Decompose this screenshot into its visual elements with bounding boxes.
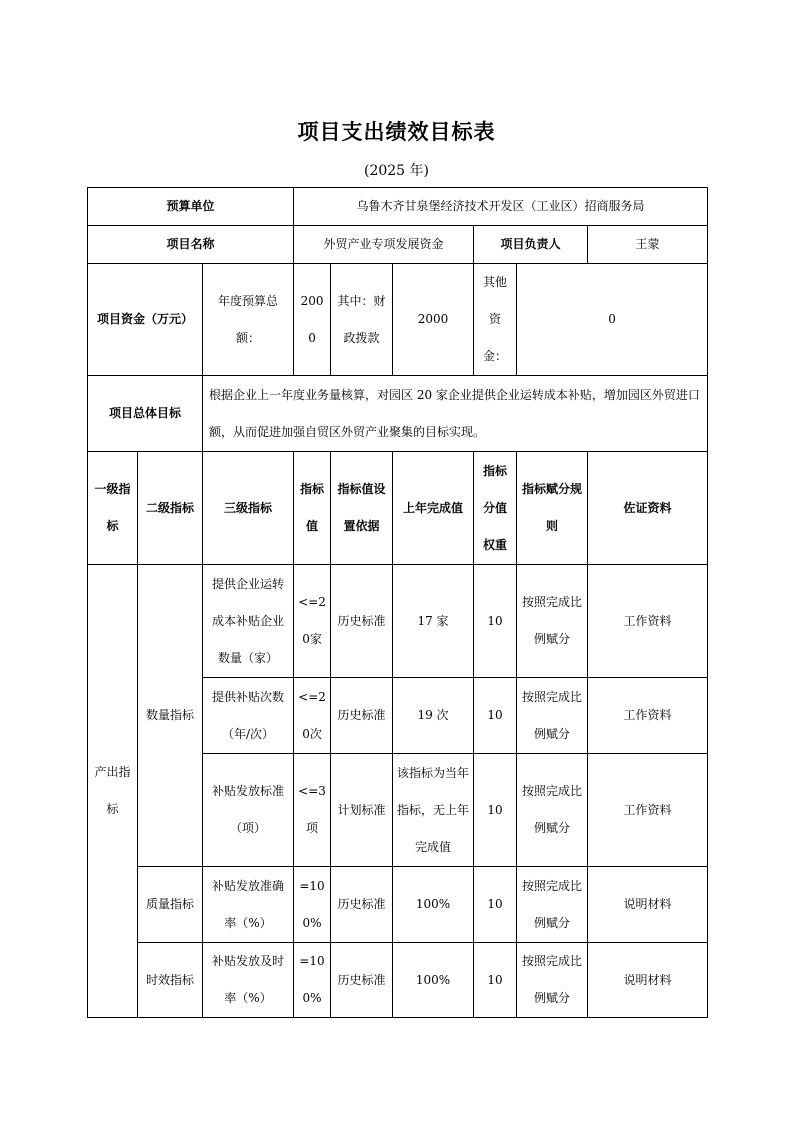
year-subtitle: (2025 年) <box>363 163 429 179</box>
indicator-weight: 10 <box>474 867 517 943</box>
indicator-last-year: 17 家 <box>393 565 474 678</box>
header-level3: 三级指标 <box>203 452 294 565</box>
indicator-basis: 计划标准 <box>331 754 393 867</box>
level1-output: 产出指标 <box>88 565 138 1018</box>
indicator-evidence: 工作资料 <box>588 754 708 867</box>
budget-unit-label: 预算单位 <box>88 188 294 226</box>
page-title: 项目支出绩效目标表 <box>297 120 496 144</box>
indicator-value: =100% <box>294 867 331 943</box>
indicator-rule: 按照完成比例赋分 <box>517 754 588 867</box>
header-rule: 指标赋分规则 <box>517 452 588 565</box>
project-name-value: 外贸产业专项发展资金 <box>294 226 474 264</box>
indicator-last-year: 100% <box>393 943 474 1018</box>
indicator-evidence: 工作资料 <box>588 565 708 678</box>
budget-unit-value: 乌鲁木齐甘泉堡经济技术开发区（工业区）招商服务局 <box>294 188 708 226</box>
project-name-label: 项目名称 <box>88 226 294 264</box>
header-level2: 二级指标 <box>138 452 203 565</box>
indicator-value: <=20家 <box>294 565 331 678</box>
indicator-name: 补贴发放及时率（%） <box>203 943 294 1018</box>
fiscal-allocation-label: 其中：财政拨款 <box>331 264 393 376</box>
project-leader-label: 项目负责人 <box>474 226 588 264</box>
project-leader-value: 王蒙 <box>588 226 708 264</box>
indicator-evidence: 说明材料 <box>588 867 708 943</box>
indicator-rule: 按照完成比例赋分 <box>517 678 588 754</box>
indicator-weight: 10 <box>474 565 517 678</box>
indicator-basis: 历史标准 <box>331 678 393 754</box>
overall-goal-text: 根据企业上一年度业务量核算，对园区 20 家企业提供企业运转成本补贴，增加园区外贸进口额，从而促进加强自贸区外贸产业聚集的目标实现。 <box>203 376 708 452</box>
annual-budget-label: 年度预算总额： <box>203 264 294 376</box>
annual-budget-value: 2000 <box>294 264 331 376</box>
header-evidence: 佐证资料 <box>588 452 708 565</box>
indicator-rule: 按照完成比例赋分 <box>517 565 588 678</box>
header-level1: 一级指标 <box>88 452 138 565</box>
indicator-value: <=3项 <box>294 754 331 867</box>
group-quantity: 数量指标 <box>138 565 203 867</box>
project-funds-label: 项目资金（万元） <box>88 264 203 376</box>
indicator-name: 提供补贴次数（年/次） <box>203 678 294 754</box>
indicator-weight: 10 <box>474 678 517 754</box>
header-value: 指标值 <box>294 452 331 565</box>
indicator-basis: 历史标准 <box>331 943 393 1018</box>
header-last-year: 上年完成值 <box>393 452 474 565</box>
group-quality: 质量指标 <box>138 867 203 943</box>
overall-goal-label: 项目总体目标 <box>88 376 203 452</box>
indicator-name: 补贴发放标准（项） <box>203 754 294 867</box>
indicator-weight: 10 <box>474 754 517 867</box>
other-funds-label: 其他资金： <box>474 264 517 376</box>
header-basis: 指标值设置依据 <box>331 452 393 565</box>
indicator-basis: 历史标准 <box>331 565 393 678</box>
group-timeliness: 时效指标 <box>138 943 203 1018</box>
indicator-last-year: 该指标为当年指标，无上年完成值 <box>393 754 474 867</box>
indicator-rule: 按照完成比例赋分 <box>517 943 588 1018</box>
indicator-name: 补贴发放准确率（%） <box>203 867 294 943</box>
indicator-value: =100% <box>294 943 331 1018</box>
indicator-last-year: 100% <box>393 867 474 943</box>
indicator-basis: 历史标准 <box>331 867 393 943</box>
indicator-weight: 10 <box>474 943 517 1018</box>
indicator-evidence: 工作资料 <box>588 678 708 754</box>
indicator-name: 提供企业运转成本补贴企业数量（家） <box>203 565 294 678</box>
header-weight: 指标分值权重 <box>474 452 517 565</box>
fiscal-allocation-value: 2000 <box>393 264 474 376</box>
other-funds-value: 0 <box>517 264 708 376</box>
indicator-rule: 按照完成比例赋分 <box>517 867 588 943</box>
performance-table <box>87 187 708 1018</box>
indicator-value: <=20次 <box>294 678 331 754</box>
indicator-last-year: 19 次 <box>393 678 474 754</box>
indicator-evidence: 说明材料 <box>588 943 708 1018</box>
